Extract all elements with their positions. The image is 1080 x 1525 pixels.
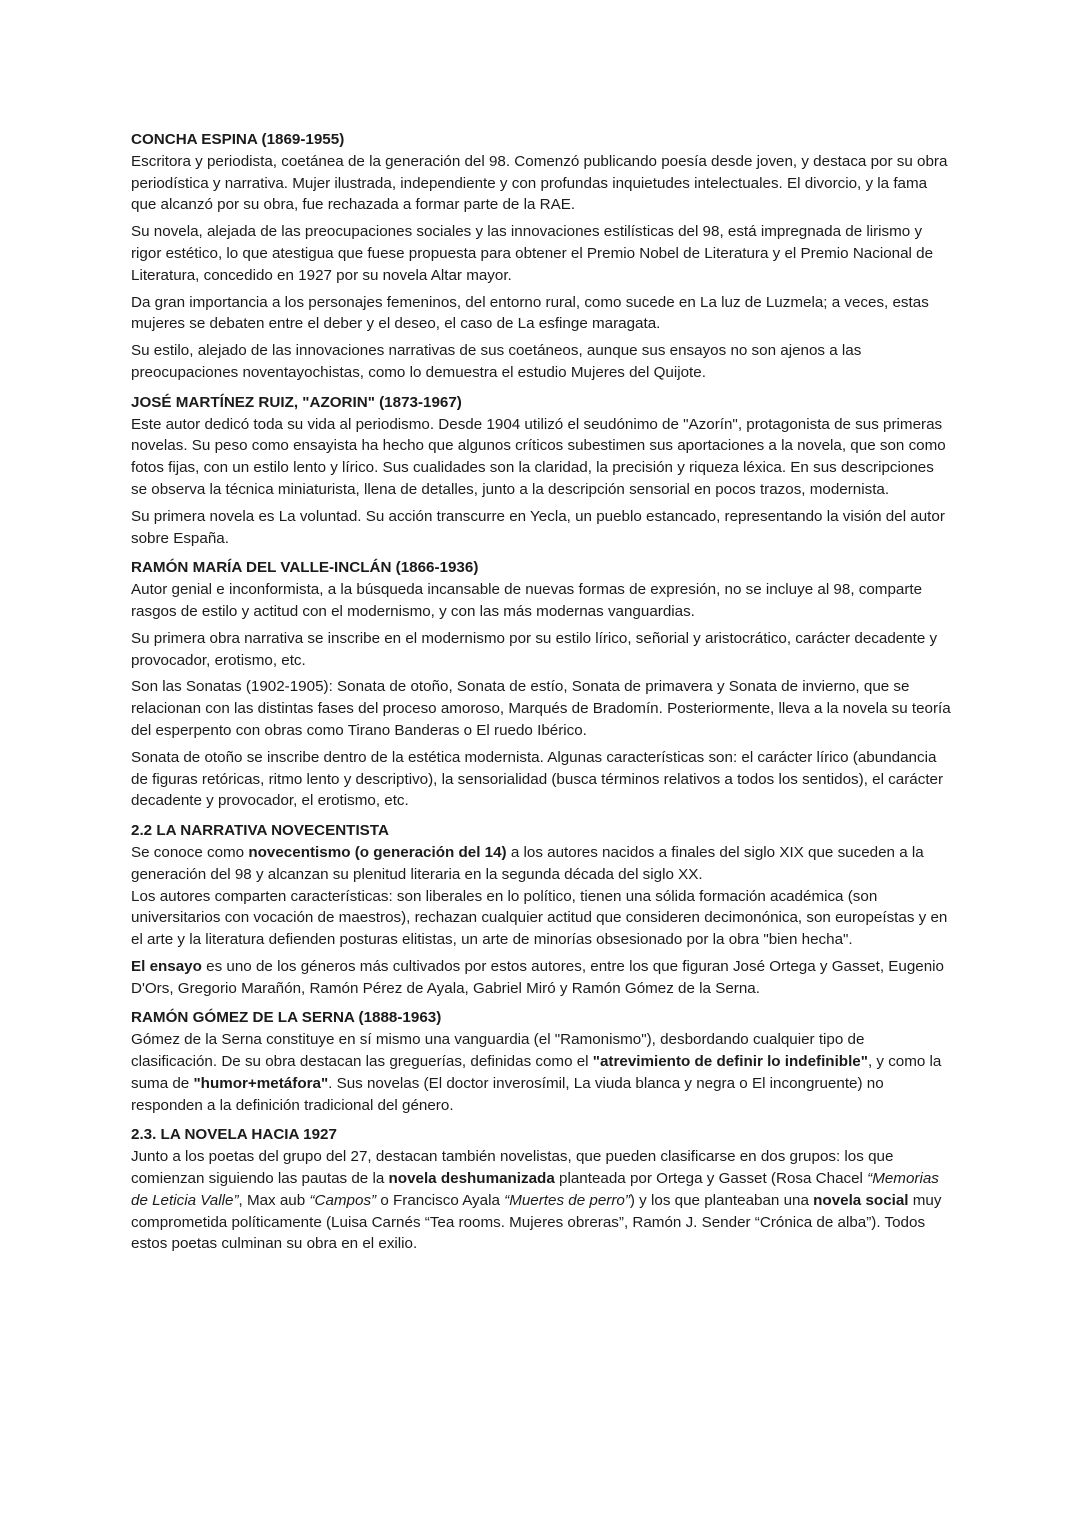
text-run: Su primera novela es La voluntad. Su acción transcurre en Yecla, un pueblo estancado, representando la visión del autor sobre España. <box>131 507 945 547</box>
italic-text: “Campos” <box>309 1191 377 1209</box>
section <box>131 392 953 550</box>
bold-text: novecentismo (o generación del 14) <box>248 843 507 861</box>
paragraph <box>131 340 953 384</box>
section <box>131 557 953 812</box>
paragraph <box>131 1029 953 1116</box>
document-body <box>131 129 953 1263</box>
text-run: muy comprometida políticamente (Luisa Carnés “Tea rooms. Mujeres obreras”, Ramón J. Sender “Crónica de alba”). Todos estos poetas culminan su obra en el exilio. <box>131 1191 942 1253</box>
text-run: o Francisco Ayala <box>376 1191 505 1209</box>
paragraph <box>131 956 953 1000</box>
text-run: Son las Sonatas (1902-1905): Sonata de otoño, Sonata de estío, Sonata de primavera y Sonata de invierno, que se relacionan con las distintas fases del proceso amoroso, Marqués de Bradomín. Posteriormente, lleva a la novela su teoría del esperpento con obras como Tirano Banderas o El ruedo Ibérico. <box>131 678 951 739</box>
section-heading: RAMÓN MARÍA DEL VALLE-INCLÁN (1866-1936) <box>131 559 479 577</box>
text-run: Sonata de otoño se inscribe dentro de la estética modernista. Algunas características son: el carácter lírico (abundancia de figuras retóricas, ritmo lento y descriptivo), la sensorialidad (busca términos relativos a todos los sentidos), el carácter decadente y provocador, el erotismo, etc. <box>131 748 944 810</box>
text-run: es uno de los géneros más cultivados por estos autores, entre los que figuran José Ortega y Gasset, Eugenio D'Ors, Gregorio Marañón, Ramón Pérez de Ayala, Gabriel Miró y Ramón Gómez de la Serna. <box>131 957 945 997</box>
paragraph <box>131 414 953 501</box>
text-run: Da gran importancia a los personajes femeninos, del entorno rural, como sucede en La luz de Luzmela; a veces, estas mujeres se debaten entre el deber y el deseo, el caso de La esfinge maragata. <box>131 293 929 333</box>
section <box>131 1124 953 1255</box>
section-heading: CONCHA ESPINA (1869-1955) <box>131 131 345 148</box>
paragraph <box>131 842 953 951</box>
text-run: Autor genial e inconformista, a la búsqueda incansable de nuevas formas de expresión, no se incluye al 98, comparte rasgos de estilo y actitud con el modernismo, y con las más modernas vanguardias. <box>131 581 923 620</box>
section-heading: 2.2 LA NARRATIVA NOVECENTISTA <box>131 822 389 840</box>
paragraph <box>131 579 953 623</box>
italic-text: “Memorias de Leticia Valle” <box>131 1170 939 1209</box>
section-heading: RAMÓN GÓMEZ DE LA SERNA (1888-1963) <box>131 1009 442 1027</box>
paragraph <box>131 676 953 741</box>
italic-text: “Muertes de perro” <box>504 1191 630 1209</box>
paragraph <box>131 747 953 812</box>
text-run: Gómez de la Serna constituye en sí mismo una vanguardia (el "Ramonismo"), desbordando cualquier tipo de clasificación. De su obra destacan las greguerías, definidas como el <box>131 1031 865 1071</box>
section <box>131 820 953 999</box>
text-run: a los autores nacidos a finales del siglo XIX que suceden a la generación del 98 y alcanzan su plenitud literaria en la segunda década del siglo XX. <box>131 843 924 883</box>
section-heading: 2.3. LA NOVELA HACIA 1927 <box>131 1126 337 1144</box>
text-run: Este autor dedicó toda su vida al periodismo. Desde 1904 utilizó el seudónimo de "Azorín", protagonista de sus primeras novelas. Su peso como ensayista ha hecho que algunos críticos subestimen sus aportaciones a la novela, que son como fotos fijas, con un estilo lento y lírico. Sus cualidades son la claridad, la precisión y riqueza léxica. En sus descripciones se observa la técnica miniaturista, llena de detalles, junto a la descripción sensorial en pocos trazos, modernista. <box>131 415 946 498</box>
text-run: Junto a los poetas del grupo del 27, destacan también novelistas, que pueden clasificarse en dos grupos: los que comienzan siguiendo las pautas de la <box>131 1148 894 1188</box>
section-heading: JOSÉ MARTÍNEZ RUIZ, "AZORIN" (1873-1967) <box>131 393 462 411</box>
text-run: Escritora y periodista, coetánea de la generación del 98. Comenzó publicando poesía desde joven, y destaca por su obra periodística y narrativa. Mujer ilustrada, independiente y con profundas inquietudes intelectuales. El divorcio, y la fama que alcanzó por su obra, fue rechazada a formar parte de la RAE. <box>131 152 948 214</box>
bold-text: novela social <box>813 1191 909 1209</box>
paragraph <box>131 506 953 550</box>
text-run: , Max aub <box>238 1191 310 1209</box>
paragraph <box>131 221 953 286</box>
text-run: Su novela, alejada de las preocupaciones sociales y las innovaciones estilísticas del 98, está impregnada de lirismo y rigor estético, lo que atestigua que fuese propuesta para obtener el Premio Nobel de Literatura y el Premio Nacional de Literatura, concedido en 1927 por su novela Altar mayor. <box>131 223 934 284</box>
paragraph <box>131 151 953 216</box>
text-run: Se conoce como <box>131 843 249 861</box>
section <box>131 1007 953 1116</box>
text-run: ) y los que planteaban una <box>629 1191 814 1209</box>
bold-text: "humor+metáfora" <box>193 1074 329 1092</box>
text-run: planteada por Ortega y Gasset (Rosa Chacel <box>554 1170 868 1188</box>
bold-text: novela deshumanizada <box>388 1170 555 1188</box>
bold-text: "atrevimiento de definir lo indefinible" <box>592 1053 868 1071</box>
paragraph <box>131 292 953 336</box>
bold-text: El ensayo <box>131 957 202 975</box>
text-run: . Sus novelas (El doctor inverosímil, La viuda blanca y negra o El incongruente) no responden a la definición tradicional del género. <box>131 1074 884 1114</box>
text-run: Los autores comparten características: son liberales en lo político, tienen una sólida formación académica (son universitarios con vocación de maestros), rechazan cualquier actitud que consideren decimonónica, son europeístas y en el arte y la literatura defienden posturas elitistas, un arte de minorías obsesionado por la obra "bien hecha". <box>131 887 948 949</box>
paragraph <box>131 1146 953 1255</box>
text-run: , y como la suma de <box>131 1053 942 1092</box>
section <box>131 129 953 384</box>
paragraph <box>131 628 953 672</box>
text-run: Su estilo, alejado de las innovaciones narrativas de sus coetáneos, aunque sus ensayos no son ajenos a las preocupaciones noventayochistas, como lo demuestra el estudio Mujeres del Quijote. <box>131 342 862 381</box>
text-run: Su primera obra narrativa se inscribe en el modernismo por su estilo lírico, señorial y aristocrático, carácter decadente y provocador, erotismo, etc. <box>131 629 938 669</box>
